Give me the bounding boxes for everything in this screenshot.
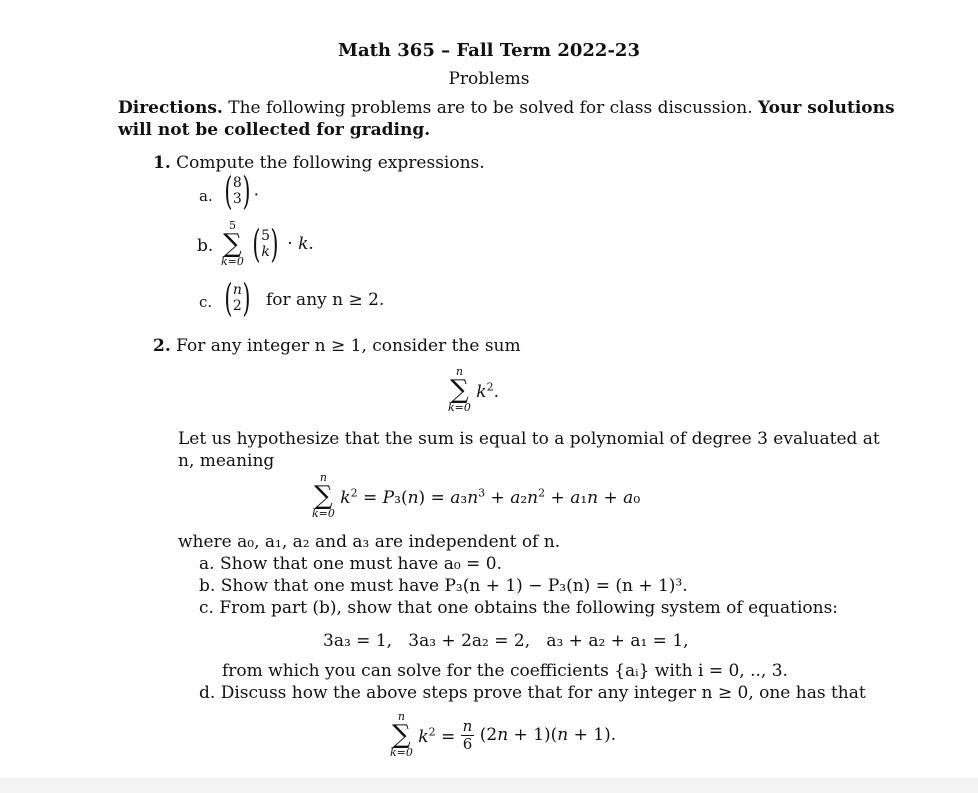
problem-2-prompt: For any integer n ≥ 1, consider the sum	[176, 336, 521, 356]
polynomial-equation: n ∑ k=0 $k^2 = P_3(n) = a_3n^3 + a_2n^2 + a_1n + a_0$	[312, 471, 641, 520]
binom-n-2: ( n 2 )	[224, 276, 251, 320]
hypothesis-line-1: Let us hypothesize that the sum is equal to a polynomial of degree 3 evaluated at	[178, 429, 880, 449]
problem-1c-label: c.	[199, 293, 213, 311]
problem-1-number: 1.	[153, 153, 171, 173]
binom-8-3: ( 8 3 ) .	[224, 169, 259, 213]
sum-binom-expression: 5 ∑ k=0 ( 5 k ) · k.	[221, 219, 314, 268]
problem-2c: c. From part (b), show that one obtains the following system of equations:	[199, 598, 839, 618]
hypothesis-line-2: n, meaning	[178, 451, 275, 471]
problem-1c-tail: for any n ≥ 2.	[266, 290, 385, 310]
directions-line-1	[118, 98, 895, 118]
closed-form-sum: n ∑ k=0 $k^2$ = $\frac{n}{6}$ (2n + 1)(n + 1).	[390, 710, 617, 759]
problem-1-heading	[153, 153, 485, 173]
problem-1b-label: b.	[197, 236, 214, 256]
page-title: Math 365 – Fall Term 2022-23	[338, 40, 640, 61]
problem-2a: a. Show that one must have a₀ = 0.	[199, 554, 502, 574]
sum-k-squared: n ∑ k=0 $k^2$.	[448, 365, 500, 414]
directions-label: Directions.	[118, 98, 223, 118]
directions-bold-1: Your solutions	[758, 98, 895, 118]
from-which-line: from which you can solve for the coefficients {aᵢ} with i = 0, .., 3.	[222, 661, 788, 681]
problem-1-prompt: Compute the following expressions.	[176, 153, 485, 173]
directions-line-2: will not be collected for grading.	[118, 120, 431, 140]
problem-2b: b. Show that one must have P₃(n + 1) − P₃(n) = (n + 1)³.	[199, 576, 688, 596]
where-line: where a₀, a₁, a₂ and a₃ are independent of n.	[178, 532, 561, 552]
problem-2-heading	[153, 336, 521, 356]
page-subtitle: Problems	[448, 69, 530, 89]
problem-2-number: 2.	[153, 336, 171, 356]
system-of-equations: 3a₃ = 1, 3a₃ + 2a₂ = 2, a₃ + a₂ + a₁ = 1,	[323, 631, 689, 651]
problem-1a-label: a.	[199, 187, 213, 205]
directions-text: The following problems are to be solved for class discussion.	[228, 98, 753, 118]
bottom-strip	[0, 778, 978, 793]
problem-2d: d. Discuss how the above steps prove that for any integer n ≥ 0, one has that	[199, 683, 866, 703]
